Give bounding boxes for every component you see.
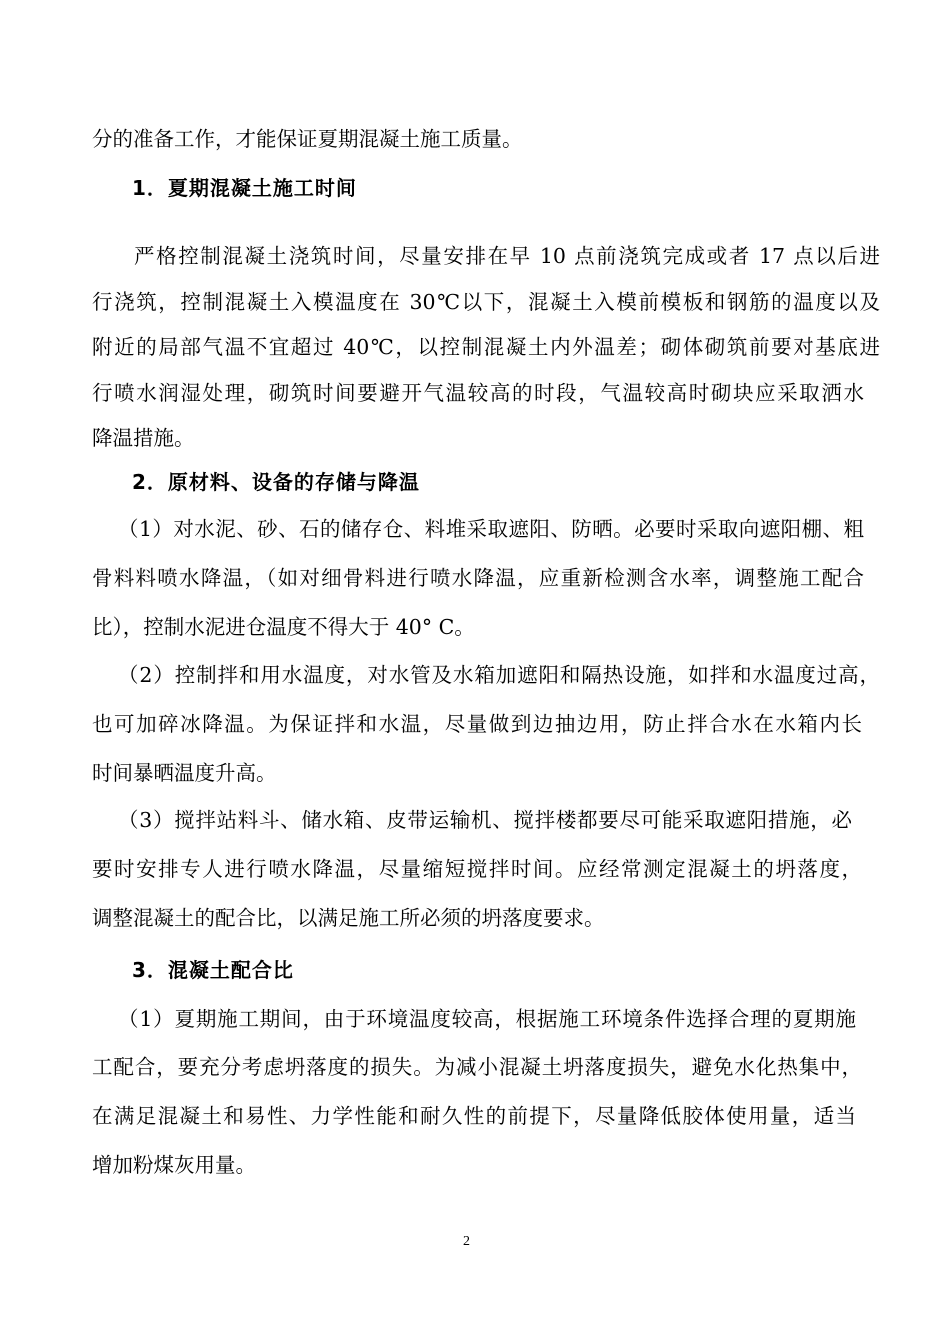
paragraph-line: 行浇筑，控制混凝土入模温度在 30℃以下，混凝土入模前模板和钢筋的温度以及 bbox=[92, 290, 880, 314]
paragraph-line: 行喷水润湿处理，砌筑时间要避开气温较高的时段，气温较高时砌块应采取洒水 bbox=[92, 381, 864, 405]
paragraph-line: 在满足混凝土和易性、力学性能和耐久性的前提下，尽量降低胶体使用量，适当 bbox=[92, 1104, 856, 1128]
paragraph-line: 分的准备工作，才能保证夏期混凝土施工质量。 bbox=[92, 127, 523, 151]
paragraph-line: （2）控制拌和用水温度，对水管及水箱加遮阳和隔热设施，如拌和水温度过高， bbox=[118, 663, 880, 687]
paragraph-line: 要时安排专人进行喷水降温，尽量缩短搅拌时间。应经常测定混凝土的坍落度， bbox=[92, 857, 862, 881]
document-page bbox=[92, 0, 880, 1344]
paragraph-line: 时间暴晒温度升高。 bbox=[92, 761, 277, 785]
paragraph-line: 调整混凝土的配合比，以满足施工所必须的坍落度要求。 bbox=[92, 906, 605, 930]
paragraph-line: 比），控制水泥进仓温度不得大于 40° C。 bbox=[92, 615, 475, 639]
page-number: 2 bbox=[463, 1234, 470, 1249]
section-heading-2: 2．原材料、设备的存储与降温 bbox=[132, 470, 420, 494]
paragraph-line: （3）搅拌站料斗、储水箱、皮带运输机、搅拌楼都要尽可能采取遮阳措施，必 bbox=[118, 808, 852, 832]
paragraph-line: 附近的局部气温不宜超过 40℃，以控制混凝土内外温差；砌体砌筑前要对基底进 bbox=[92, 335, 880, 359]
paragraph-line: 骨料料喷水降温，（如对细骨料进行喷水降温，应重新检测含水率，调整施工配合 bbox=[92, 566, 864, 590]
paragraph-line: （1）对水泥、砂、石的储存仓、料堆采取遮阳、防晒。必要时采取向遮阳棚、粗 bbox=[118, 517, 864, 541]
paragraph-line: 严格控制混凝土浇筑时间，尽量安排在早 10 点前浇筑完成或者 17 点以后进 bbox=[134, 244, 880, 268]
section-heading-1: 1．夏期混凝土施工时间 bbox=[132, 176, 357, 200]
paragraph-line: 降温措施。 bbox=[92, 426, 195, 450]
paragraph-line: 工配合，要充分考虑坍落度的损失。为减小混凝土坍落度损失，避免水化热集中， bbox=[92, 1055, 862, 1079]
section-heading-3: 3．混凝土配合比 bbox=[132, 958, 294, 982]
paragraph-line: 也可加碎冰降温。为保证拌和水温，尽量做到边抽边用，防止拌合水在水箱内长 bbox=[92, 712, 862, 736]
paragraph-line: 增加粉煤灰用量。 bbox=[92, 1153, 256, 1177]
paragraph-line: （1）夏期施工期间，由于环境温度较高，根据施工环境条件选择合理的夏期施 bbox=[118, 1007, 856, 1031]
